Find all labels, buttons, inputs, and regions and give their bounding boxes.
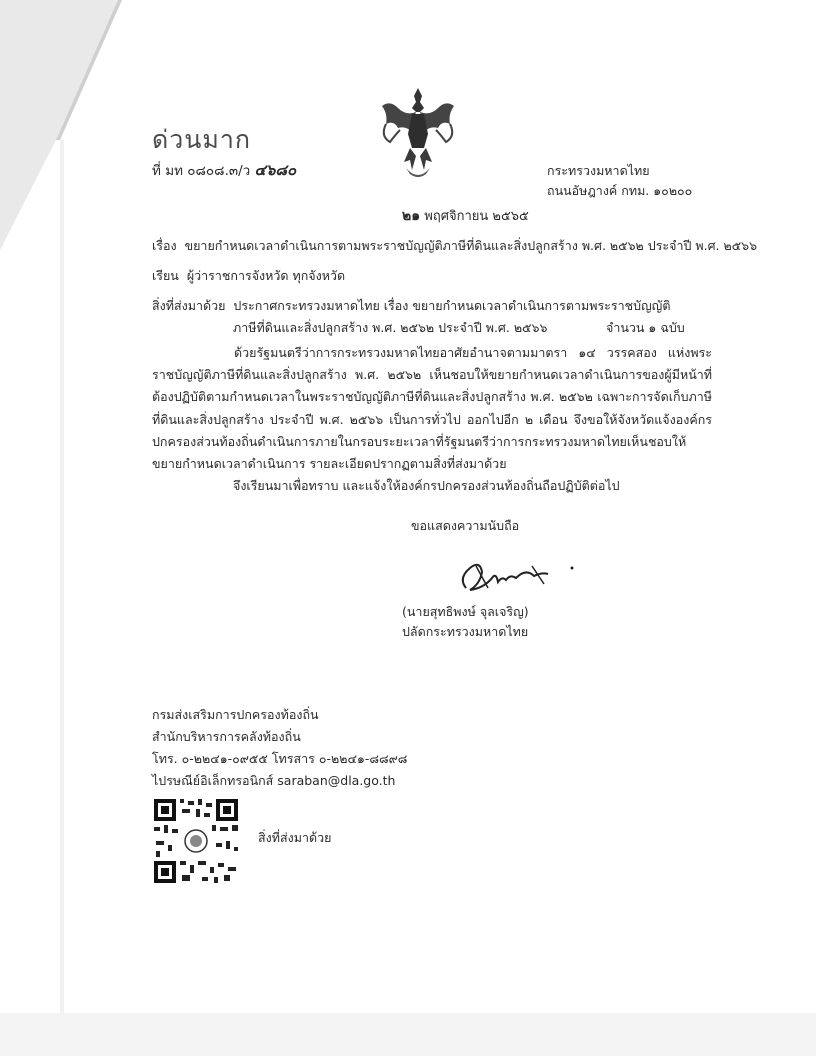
- footer-email: ไปรษณีย์อิเล็กทรอนิกส์ saraban@dla.go.th: [152, 773, 396, 788]
- closing-sentence: จึงเรียนมาเพื่อทราบ และแจ้งให้องค์กรปกครองส่วนท้องถิ่นถือปฏิบัติต่อไป: [233, 478, 620, 493]
- subject-line: [152, 236, 757, 256]
- sender-line-2: ถนนอัษฎางค์ กทม. ๑๐๒๐๐: [547, 183, 693, 198]
- signature-block: [402, 602, 529, 642]
- document-number-handwritten: ๔๖๘๐: [254, 161, 297, 179]
- footer-department: กรมส่งเสริมการปกครองท้องถิ่น: [152, 707, 319, 722]
- signer-name: (นายสุทธิพงษ์ จุลเจริญ): [402, 604, 529, 619]
- regards: ขอแสดงความนับถือ: [411, 518, 520, 533]
- attachment-count: จำนวน ๑ ฉบับ: [606, 320, 685, 335]
- attachment-text-1: ประกาศกระทรวงมหาดไทย เรื่อง ขยายกำหนดเวลาดำเนินการตามพระราชบัญญัติ: [233, 298, 671, 313]
- qr-code-icon: [152, 797, 240, 885]
- recipient-label: เรียน: [152, 268, 179, 283]
- document-date: [402, 205, 529, 227]
- attachment-text-2: ภาษีที่ดินและสิ่งปลูกสร้าง พ.ศ. ๒๕๖๒ ประจำปี พ.ศ. ๒๕๖๖: [233, 320, 548, 335]
- footer-phone: โทร. ๐-๒๒๔๑-๐๙๕๕ โทรสาร ๐-๒๒๔๑-๘๘๙๘: [152, 751, 408, 766]
- recipient-line: [152, 266, 345, 286]
- document-number-prefix: ที่ มท ๐๘๐๘.๓/ว: [152, 163, 251, 179]
- attachment-line-1: [152, 296, 670, 316]
- date-month-year: พฤศจิกายน ๒๕๖๕: [424, 209, 529, 224]
- signer-position: ปลัดกระทรวงมหาดไทย: [402, 624, 529, 639]
- attachment-label: สิ่งที่ส่งมาด้วย: [152, 298, 226, 313]
- signature-image: [436, 548, 576, 604]
- qr-caption: สิ่งที่ส่งมาด้วย: [258, 830, 332, 845]
- body-paragraph: ด้วยรัฐมนตรีว่าการกระทรวงมหาดไทยอาศัยอำนาจตามมาตรา ๑๔ วรรคสอง แห่งพระราชบัญญัติภาษีที่ดินและสิ่งปลูกสร้าง พ.ศ. ๒๕๖๒ เห็นชอบให้ขยายกำหนดเวลาดำเนินการของผู้มีหน้าที่ต้องปฏิบัติตามกำหนดเวลาในพระราชบัญญัติภาษีที่ดินและสิ่งปลูกสร้าง พ.ศ. ๒๕๖๒ เฉพาะการจัดเก็บภาษีที่ดินและสิ่งปลูกสร้าง ประจำปี พ.ศ. ๒๕๖๖ เป็นการทั่วไป ออกไปอีก ๒ เดือน จึงขอให้จังหวัดแจ้งองค์กรปกครองส่วนท้องถิ่นดำเนินการภายในกรอบระยะเวลาที่รัฐมนตรีว่าการกระทรวงมหาดไทยเห็นชอบให้ขยายกำหนดเวลาดำเนินการ รายละเอียดปรากฏตามสิ่งที่ส่งมาด้วย: [152, 345, 712, 472]
- footer-office: สำนักบริหารการคลังท้องถิ่น: [152, 729, 301, 744]
- urgency-stamp: ด่วนมาก: [152, 125, 252, 154]
- document-number: [152, 158, 296, 182]
- footer-contact: [152, 704, 407, 792]
- garuda-emblem-icon: [376, 84, 460, 182]
- recipient-text: ผู้ว่าราชการจังหวัด ทุกจังหวัด: [186, 268, 346, 283]
- subject-text: ขยายกำหนดเวลาดำเนินการตามพระราชบัญญัติภาษีที่ดินและสิ่งปลูกสร้าง พ.ศ. ๒๕๖๒ ประจำปี พ.ศ. ๒๕๖๖: [184, 238, 758, 253]
- subject-label: เรื่อง: [152, 238, 177, 253]
- sender-address: [547, 161, 692, 201]
- date-day: ๒๑: [402, 208, 421, 224]
- sender-line-1: กระทรวงมหาดไทย: [547, 163, 650, 178]
